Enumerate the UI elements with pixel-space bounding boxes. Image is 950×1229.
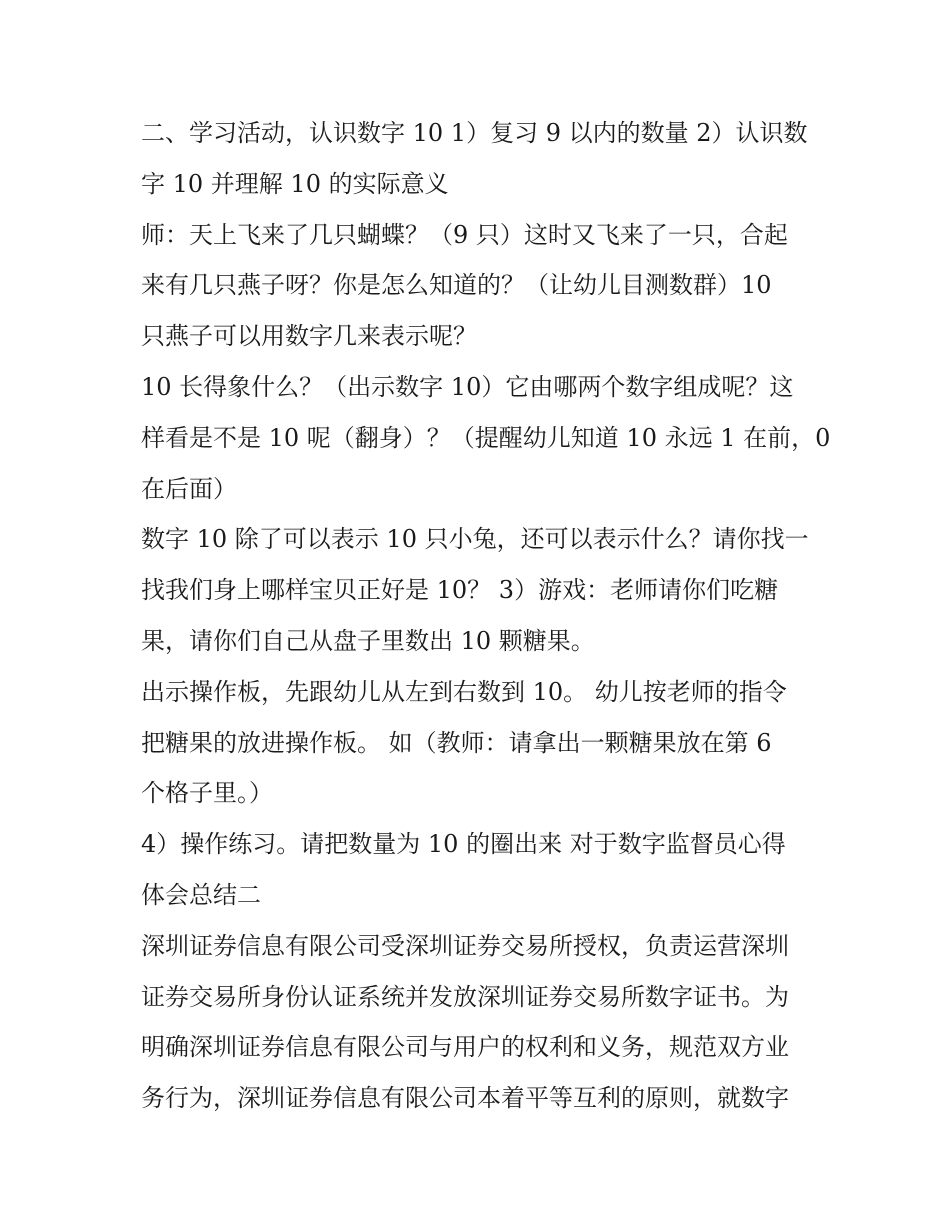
text-line: 找我们身上哪样宝贝正好是 10？ 3）游戏：老师请你们吃糖	[141, 576, 779, 605]
text-line: 样看是不是 10 呢（翻身）？（提醒幼儿知道 10 永远 1 在前，0	[141, 423, 831, 452]
text-line: 10 长得象什么？（出示数字 10）它由哪两个数字组成呢？这	[141, 372, 794, 401]
text-line: 体会总结二	[141, 880, 261, 909]
text-line: 二、学习活动，认识数字 10 1）复习 9 以内的数量 2）认识数	[141, 119, 808, 147]
text-line: 师：天上飞来了几只蝴蝶？（9 只）这时又飞来了一只，合起	[141, 220, 788, 249]
text-line: 4）操作练习。请把数量为 10 的圈出来 对于数字监督员心得	[141, 830, 786, 859]
text-line: 明确深圳证券信息有限公司与用户的权利和义务，规范双方业	[141, 1033, 789, 1062]
text-line: 深圳证券信息有限公司受深圳证券交易所授权，负责运营深圳	[141, 931, 789, 960]
text-line: 把糖果的放进操作板。 如（教师：请拿出一颗糖果放在第 6	[141, 728, 772, 757]
text-line: 在后面）	[141, 474, 237, 503]
text-line: 数字 10 除了可以表示 10 只小兔，还可以表示什么？请你找一	[141, 525, 809, 554]
text-line: 只燕子可以用数字几来表示呢？	[141, 322, 477, 351]
text-line: 来有几只燕子呀？你是怎么知道的？（让幼儿目测数群）10	[141, 271, 772, 300]
text-line: 个格子里。）	[141, 779, 273, 808]
text-line: 果，请你们自己从盘子里数出 10 颗糖果。	[141, 626, 595, 655]
text-line: 字 10 并理解 10 的实际意义	[141, 169, 449, 198]
text-line: 务行为，深圳证券信息有限公司本着平等互利的原则，就数字	[141, 1084, 789, 1113]
text-line: 出示操作板，先跟幼儿从左到右数到 10。 幼儿按老师的指令	[141, 677, 787, 706]
text-line: 证券交易所身份认证系统并发放深圳证券交易所数字证书。为	[141, 982, 789, 1011]
document-body	[141, 108, 831, 1124]
